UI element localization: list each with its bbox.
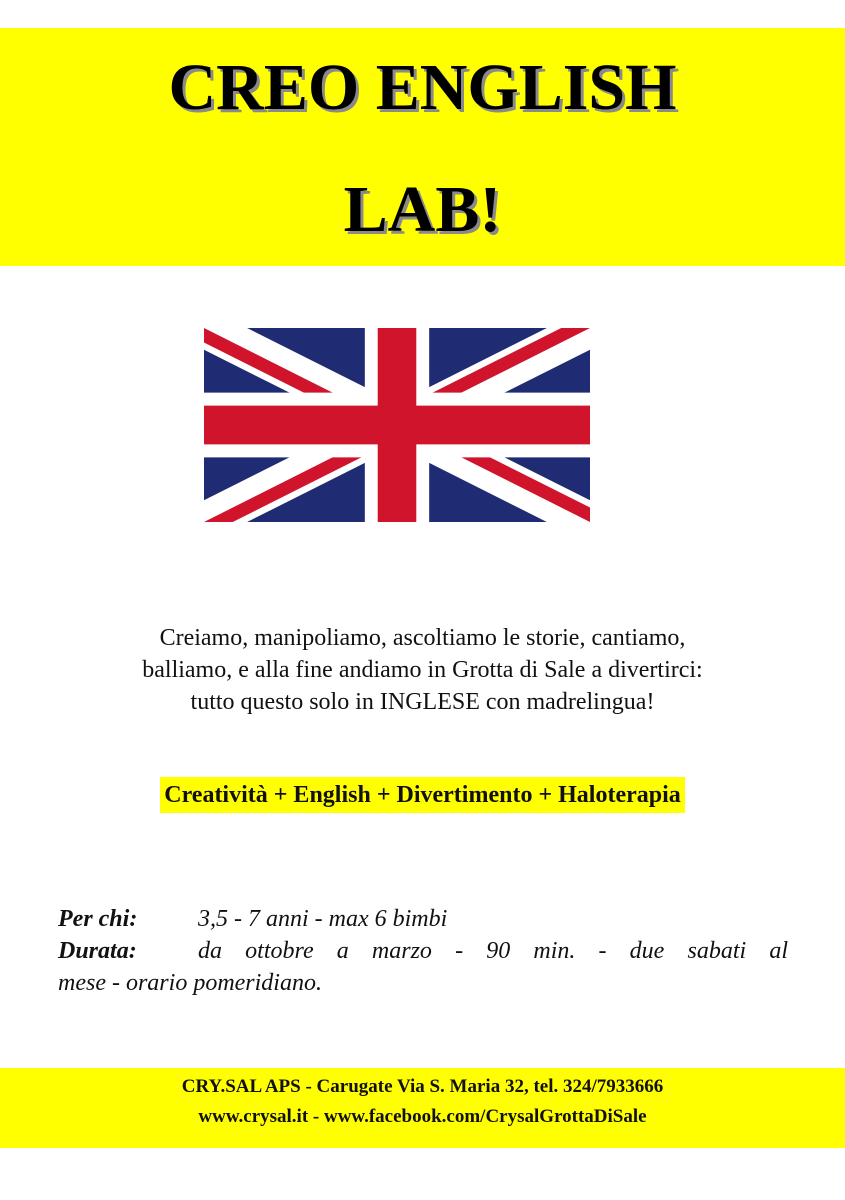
details-section xyxy=(58,903,790,999)
durata-row xyxy=(58,935,790,967)
durata-row-continued xyxy=(58,967,790,999)
per-chi-value: 3,5 - 7 anni - max 6 bimbi xyxy=(198,906,448,932)
description-paragraph xyxy=(30,622,815,718)
durata-value-line-2: mese - orario pomeridiano. xyxy=(58,970,322,996)
title-line-1: CREO ENGLISH xyxy=(168,51,677,124)
union-jack-flag-icon xyxy=(204,328,590,522)
description-line-3: tutto questo solo in INGLESE con madrelingua! xyxy=(190,689,655,715)
slogan-container xyxy=(0,777,845,813)
footer-websites: www.crysal.it - www.facebook.com/CrysalGrottaDiSale xyxy=(198,1106,647,1127)
footer-address: CRY.SAL APS - Carugate Via S. Maria 32, tel. 324/7933666 xyxy=(181,1076,664,1097)
per-chi-row xyxy=(58,903,790,935)
slogan-highlight: Creatività + English + Divertimento + Haloterapia xyxy=(160,777,685,813)
durata-label: Durata: xyxy=(58,938,137,964)
title-line-2: LAB! xyxy=(343,173,502,246)
description-line-1: Creiamo, manipoliamo, ascoltiamo le storie, cantiamo, xyxy=(159,625,686,651)
per-chi-label: Per chi: xyxy=(58,906,138,932)
durata-value-line-1: da ottobre a marzo - 90 min. - due sabati al xyxy=(198,938,788,964)
description-line-2: balliamo, e alla fine andiamo in Grotta di Sale a divertirci: xyxy=(142,657,703,683)
